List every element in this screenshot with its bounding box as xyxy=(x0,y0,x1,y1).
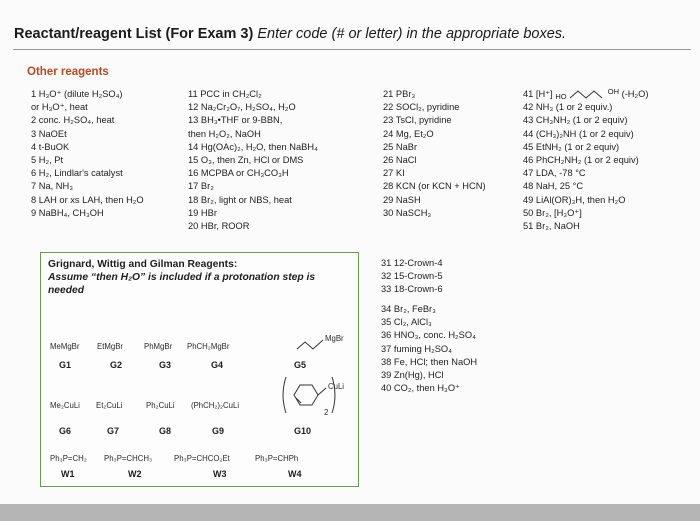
reagent-item: 5 H₂, Pt xyxy=(31,155,64,166)
reagent-item: 38 Fe, HCl; then NaOH xyxy=(381,356,478,367)
reagent-item: 3 NaOEt xyxy=(31,128,67,139)
reagent-item: 40 CO₂, then H₃O⁺ xyxy=(381,383,460,394)
reagent-item: 44 (CH₃)₂NH (1 or 2 equiv) xyxy=(523,128,634,139)
reagent-item: 24 Mg, Et₂O xyxy=(383,128,434,139)
reagent-code: G7 xyxy=(107,426,120,436)
reagent-item: or H₃O⁺, heat xyxy=(31,102,88,113)
reagent-label: (PhCH₂)₂CuLi xyxy=(191,401,240,410)
reagent-item: 13 BH₃•THF or 9-BBN, xyxy=(188,115,283,126)
reagent-column-2 xyxy=(188,88,318,233)
reagent-item: 19 HBr xyxy=(188,207,217,218)
crown-ether-column xyxy=(381,257,443,297)
page-title xyxy=(14,26,566,42)
reagent-label: Ph₂CuLi xyxy=(146,401,175,410)
reagent-code: G2 xyxy=(110,360,123,370)
diol-ho: HO xyxy=(555,92,567,101)
reagent-item: 26 NaCl xyxy=(383,155,417,166)
title-divider xyxy=(13,49,691,50)
reagent-item: 42 NH₃ (1 or 2 equiv.) xyxy=(523,102,613,113)
grignard-box xyxy=(40,252,359,487)
reagent-code: W1 xyxy=(61,469,75,479)
reagent-label: Me₂CuLi xyxy=(50,401,80,410)
reagent-code: G4 xyxy=(211,360,224,370)
reagent-item: 31 12-Crown-4 xyxy=(381,258,443,268)
reagent-code: G3 xyxy=(159,360,172,370)
reagent-item: 48 NaH, 25 °C xyxy=(523,181,584,192)
reagent-code: G8 xyxy=(159,426,172,436)
title-italic: Enter code (# or letter) in the appropriate boxes. xyxy=(257,26,567,42)
reagent-item: 43 CH₃NH₂ (1 or 2 equiv) xyxy=(523,115,628,126)
reagent-code: W2 xyxy=(128,469,142,479)
reagent-item: 17 Br₂ xyxy=(188,181,214,192)
reagent-code: G1 xyxy=(59,360,72,370)
reagent-column-3 xyxy=(383,88,486,220)
reagent-item: 28 KCN (or KCN + HCN) xyxy=(383,181,486,192)
reagent-item: 6 H₂, Lindlar's catalyst xyxy=(31,168,123,179)
reagent-item: 23 TsCl, pyridine xyxy=(383,115,452,126)
reagent-text: (-H₂O) xyxy=(621,89,649,99)
reagent-label: Et₂CuLi xyxy=(96,401,123,410)
reagent-code: W3 xyxy=(213,469,227,479)
reagent-item: 4 t-BuOK xyxy=(31,141,70,152)
reagent-item: 22 SOCl₂, pyridine xyxy=(383,102,460,113)
reagent-label: Ph₃P=CHPh xyxy=(255,454,299,463)
reagent-item: 45 EtNH₂ (1 or 2 equiv) xyxy=(523,141,620,152)
reagent-label: PhCH₂MgBr xyxy=(187,342,230,351)
reagent-item: 14 Hg(OAc)₂, H₂O, then NaBH₄ xyxy=(188,141,318,152)
reagent-item: 39 Zn(Hg), HCl xyxy=(381,370,444,381)
reagent-column-4 xyxy=(523,88,648,233)
reagent-item: 8 LAH or xs LAH, then H₂O xyxy=(31,194,144,205)
reagent-item: 7 Na, NH₃ xyxy=(31,181,74,192)
reagent-item: 51 Br₂, NaOH xyxy=(523,221,580,232)
reagent-label: PhMgBr xyxy=(144,342,173,351)
other-reagents-heading: Other reagents xyxy=(27,66,109,78)
reagent-item: 2 conc. H₂SO₄, heat xyxy=(31,115,115,126)
grignard-heading: Grignard, Wittig and Gilman Reagents: xyxy=(48,259,238,270)
aromatic-reagent-column xyxy=(381,303,477,395)
subscript-count: 2 xyxy=(324,408,329,417)
reagent-item: 33 18-Crown-6 xyxy=(381,284,443,295)
reagent-item: then H₂O₂, NaOH xyxy=(188,128,261,139)
reagent-label: MgBr xyxy=(325,334,344,343)
reagent-label: Ph₃P=CHCO₂Et xyxy=(174,454,230,463)
reagent-label: MeMgBr xyxy=(50,342,80,351)
reagent-item: 50 Br₂, [H₃O⁺] xyxy=(523,207,582,218)
bottom-strip xyxy=(0,504,700,521)
reagent-item: 16 MCPBA or CH₃CO₃H xyxy=(188,168,289,179)
reagent-item: 46 PhCH₂NH₂ (1 or 2 equiv) xyxy=(523,155,639,165)
reagent-item: 35 Cl₂, AlCl₃ xyxy=(381,317,432,328)
reagent-label: Ph₃P=CH₂ xyxy=(50,454,87,463)
reagent-item: 1 H₃O⁺ (dilute H₂SO₄) xyxy=(31,89,123,99)
grignard-note: needed xyxy=(48,285,85,296)
reagent-code: G5 xyxy=(294,360,307,370)
diol-chain-icon xyxy=(569,89,605,101)
reagent-item: 36 HNO₃, conc. H₂SO₄ xyxy=(381,330,476,341)
reagent-item: 21 PBr₃ xyxy=(383,89,416,99)
title-bold: Reactant/reagent List (For Exam 3) xyxy=(14,26,254,42)
reagent-item: 9 NaBH₄, CH₃OH xyxy=(31,207,104,218)
reagent-item: 30 NaSCH₃ xyxy=(383,207,432,218)
reagent-item: 27 KI xyxy=(383,168,405,179)
cyclohexenyl-icon xyxy=(280,371,340,419)
grignard-header xyxy=(48,258,315,297)
reagent-label: EtMgBr xyxy=(97,342,123,351)
reagent-code: W4 xyxy=(288,469,302,479)
reagent-item-diol xyxy=(523,88,648,101)
reagent-code: G10 xyxy=(294,426,312,436)
reagent-item: 15 O₃, then Zn, HCl or DMS xyxy=(188,155,304,166)
reagent-item: 18 Br₂, light or NBS, heat xyxy=(188,194,292,205)
grignard-note: Assume “then H₂O” is included if a protonation step is xyxy=(48,272,316,283)
reagent-label: CuLi xyxy=(328,382,345,391)
allyl-chain-icon xyxy=(297,337,327,351)
reagent-item: 12 Na₂Cr₂O₇, H₂SO₄, H₂O xyxy=(188,102,296,113)
reagent-item: 25 NaBr xyxy=(383,141,418,152)
reagent-item: 32 15-Crown-5 xyxy=(381,271,443,282)
diol-oh: OH xyxy=(607,87,619,96)
reagent-column-1 xyxy=(31,88,144,220)
reagent-item: 47 LDA, -78 °C xyxy=(523,168,586,179)
reagent-code: G6 xyxy=(59,426,72,436)
reagent-item: 49 LiAl(OR)₃H, then H₂O xyxy=(523,194,626,205)
reagent-item: 34 Br₂, FeBr₃ xyxy=(381,304,436,314)
reagent-item: 20 HBr, ROOR xyxy=(188,221,250,232)
reagent-label: Ph₃P=CHCH₃ xyxy=(104,454,153,463)
reagent-code: G9 xyxy=(212,426,225,436)
reagent-item: 37 fuming H₂SO₄ xyxy=(381,343,452,354)
reagent-text: 41 [H⁺] xyxy=(523,89,553,99)
reagent-item: 29 NaSH xyxy=(383,194,421,205)
reagent-item: 11 PCC in CH₂Cl₂ xyxy=(188,89,262,99)
